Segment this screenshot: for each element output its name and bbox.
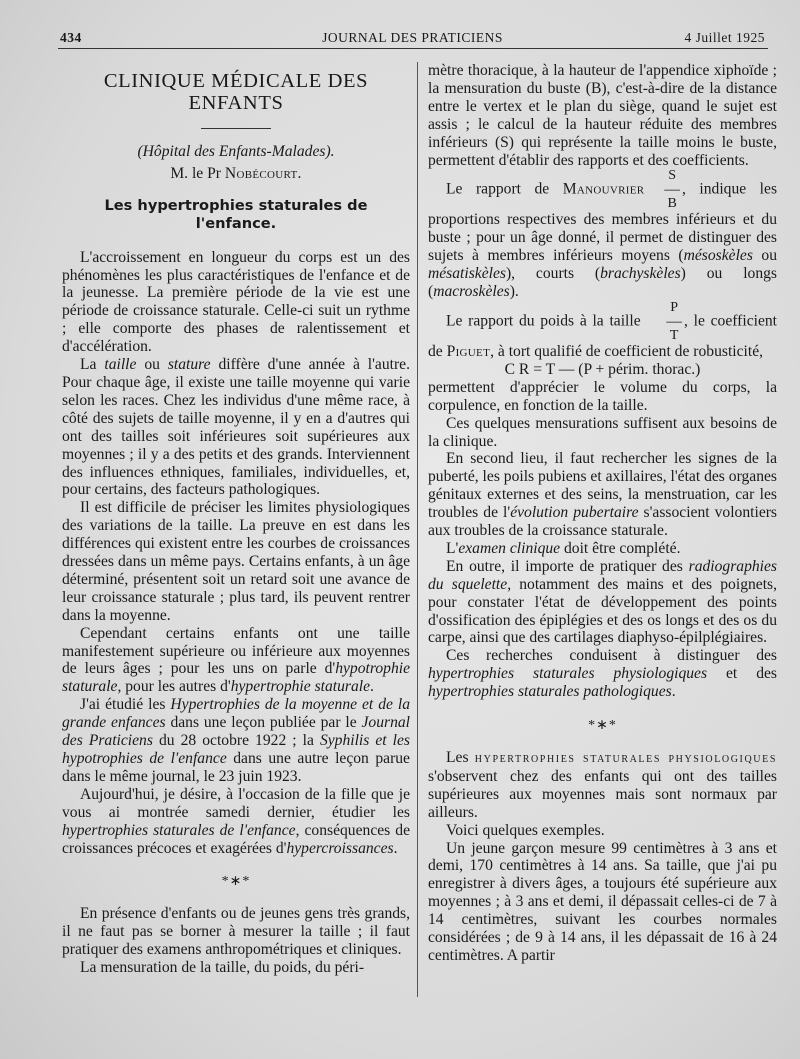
paragraph: permettent d'apprécier le volume du corps, la corpulence, en fonction de la taille. — [428, 378, 777, 414]
left-column — [62, 62, 410, 977]
paragraph: La mensuration de la taille, du poids, du péri- — [80, 959, 365, 977]
paragraph: Les hypertrophies staturales physiologiques s'observent chez des enfants qui ont des tailles supérieures aux moyennes mais sont normaux par ailleurs. — [428, 749, 777, 821]
formula: C R = T — (P + périm. thorac.) — [504, 360, 701, 378]
section-separator: *∗* — [588, 718, 617, 734]
author-reference: Piguet — [446, 342, 491, 360]
fraction-s-over-b: S — B — [664, 168, 680, 212]
column-rule — [417, 62, 418, 997]
paragraph: Un jeune garçon mesure 99 centimètres à 3 ans et demi, 170 centimètres à 14 ans. Sa taille, que j'ai pu enregistrer à divers âges, a toujours été supérieure aux moyennes ; à 3 ans et demi, il dépassait celles-ci de 7 à 14 centimètres, suivant les courbes normales considérées ; de 9 à 14 ans, il les dépassait de 16 à 24 centimètres. A partir — [428, 839, 777, 964]
running-head — [60, 28, 765, 48]
author-name: Nobécourt. — [224, 164, 302, 182]
author-line — [62, 165, 410, 183]
paragraph-with-fraction: Le rapport de Manouvrier S — B , indique les proportions respectives des membres inférieurs et du buste ; pour un âge donné, il permet de distinguer des sujets à membres inférieurs moyens (mésoskèles ou mésatiskèles), courts (brachyskèles) ou longs (macroskèles). — [428, 168, 778, 301]
paragraph: La taille ou stature diffère d'une année à l'autre. Pour chaque âge, il existe une taille moyenne qui varie selon les races. Chez les individus d'une même race, à côté des sujets de taille moyenne, il y en a d'autres qui ont des tailles soit inférieures soit supérieures aux moyennes ; il y a des petits et des grands. Interviennent des influences ethniques, familiales, individuelles, et, pour certains, des facteurs pathologiques. — [62, 356, 410, 499]
paragraph: Voici quelques exemples. — [446, 821, 605, 839]
article-subtitle: Les hypertrophies staturales de l'enfance. — [104, 196, 368, 232]
paragraph: mètre thoracique, à la hauteur de l'appendice xiphoïde ; la mensuration du buste (B), c'est-à-dire de la distance entre le vertex et le plan du siège, quand le sujet est assis ; le calcul de la hauteur réduite des membres inférieurs (S) qui représente la taille moins le buste, permettent d'établir des rapports et des coefficients. — [428, 62, 777, 169]
paragraph: J'ai étudié les Hypertrophies de la moyenne et de la grande enfances dans une leçon publiée par le Journal des Praticiens du 28 octobre 1922 ; la Syphilis et les hypotrophies de l'enfance dans une autre leçon parue dans le même journal, le 23 juin 1923. — [62, 696, 410, 785]
page-number: 434 — [60, 30, 82, 45]
paragraph: En présence d'enfants ou de jeunes gens très grands, il ne faut pas se borner à mesurer la taille ; il faut pratiquer des examens anthropométriques et cliniques. — [62, 905, 410, 959]
right-column — [428, 62, 777, 965]
paragraph: Cependant certains enfants ont une taille manifestement supérieure ou inférieure aux moyennes de leurs âges ; pour les uns on parle d'hypotrophie staturale, pour les autres d'hypertrophie staturale. — [62, 624, 410, 696]
paragraph: L'accroissement en longueur du corps est un des phénomènes les plus caractéristiques de l'enfance et de la jeunesse. La première période de la vie est une période de croissance staturale. Celle-ci suit un rythme ; elle comporte des phases de ralentissement et d'accélération. — [62, 248, 410, 356]
author-prefix: M. le Pr — [170, 164, 221, 182]
paragraph: Ces quelques mensurations suffisent aux besoins de la clinique. — [428, 414, 777, 450]
article-title: CLINIQUE MÉDICALE DES ENFANTS — [103, 70, 369, 114]
paragraph: Il est difficile de préciser les limites physiologiques des variations de la taille. La preuve en est dans les différences qui existent entre les courbes de croissances dressées dans un même pays. Certains enfants, à un âge déterminé, présentent soit un retard soit une avance de leur croissance staturale ; plus tard, ils peuvent rentrer dans la moyenne. — [62, 499, 410, 624]
hospital-line: (Hôpital des Enfants-Malades). — [137, 143, 335, 160]
header-rule — [58, 48, 768, 49]
section-separator: *∗* — [221, 874, 251, 890]
paragraph: En second lieu, il faut rechercher les signes de la puberté, les poils pubiens et axillaires, l'état des organes génitaux externes et des seins, la menstruation, car les troubles de l'évolution pubertaire s'associent volontiers aux troubles de la croissance staturale. — [428, 450, 777, 540]
issue-date: 4 Juillet 1925 — [684, 30, 765, 45]
paragraph-with-fraction: Le rapport du poids à la taille P — T , le coefficient de Piguet, à tort qualifié de coefficient de robusticité, — [428, 299, 777, 360]
author-reference: Manouvrier — [562, 181, 645, 199]
paragraph: En outre, il importe de pratiquer des radiographies du squelette, notamment des mains et des poignets, pour constater l'état de développement des points d'ossification des épiplégies et des os longs et des os du carpe, ainsi que des cartilages diaphyso-épilplégiaires. — [428, 557, 778, 647]
paragraph: L'examen clinique doit être complété. — [446, 539, 681, 557]
fraction-p-over-t: P — T — [666, 299, 682, 343]
journal-title: JOURNAL DES PRATICIENS — [322, 30, 503, 45]
paragraph: Ces recherches conduisent à distinguer des hypertrophies staturales physiologiques et des hypertrophies staturales pathologiques. — [428, 647, 777, 701]
title-rule — [201, 128, 271, 129]
paragraph: Aujourd'hui, je désire, à l'occasion de la fille que je vous ai montrée samedi dernier, étudier les hypertrophies staturales de l'enfance, conséquences de croissances précoces et exagérées d'hypercroissances. — [62, 785, 410, 857]
